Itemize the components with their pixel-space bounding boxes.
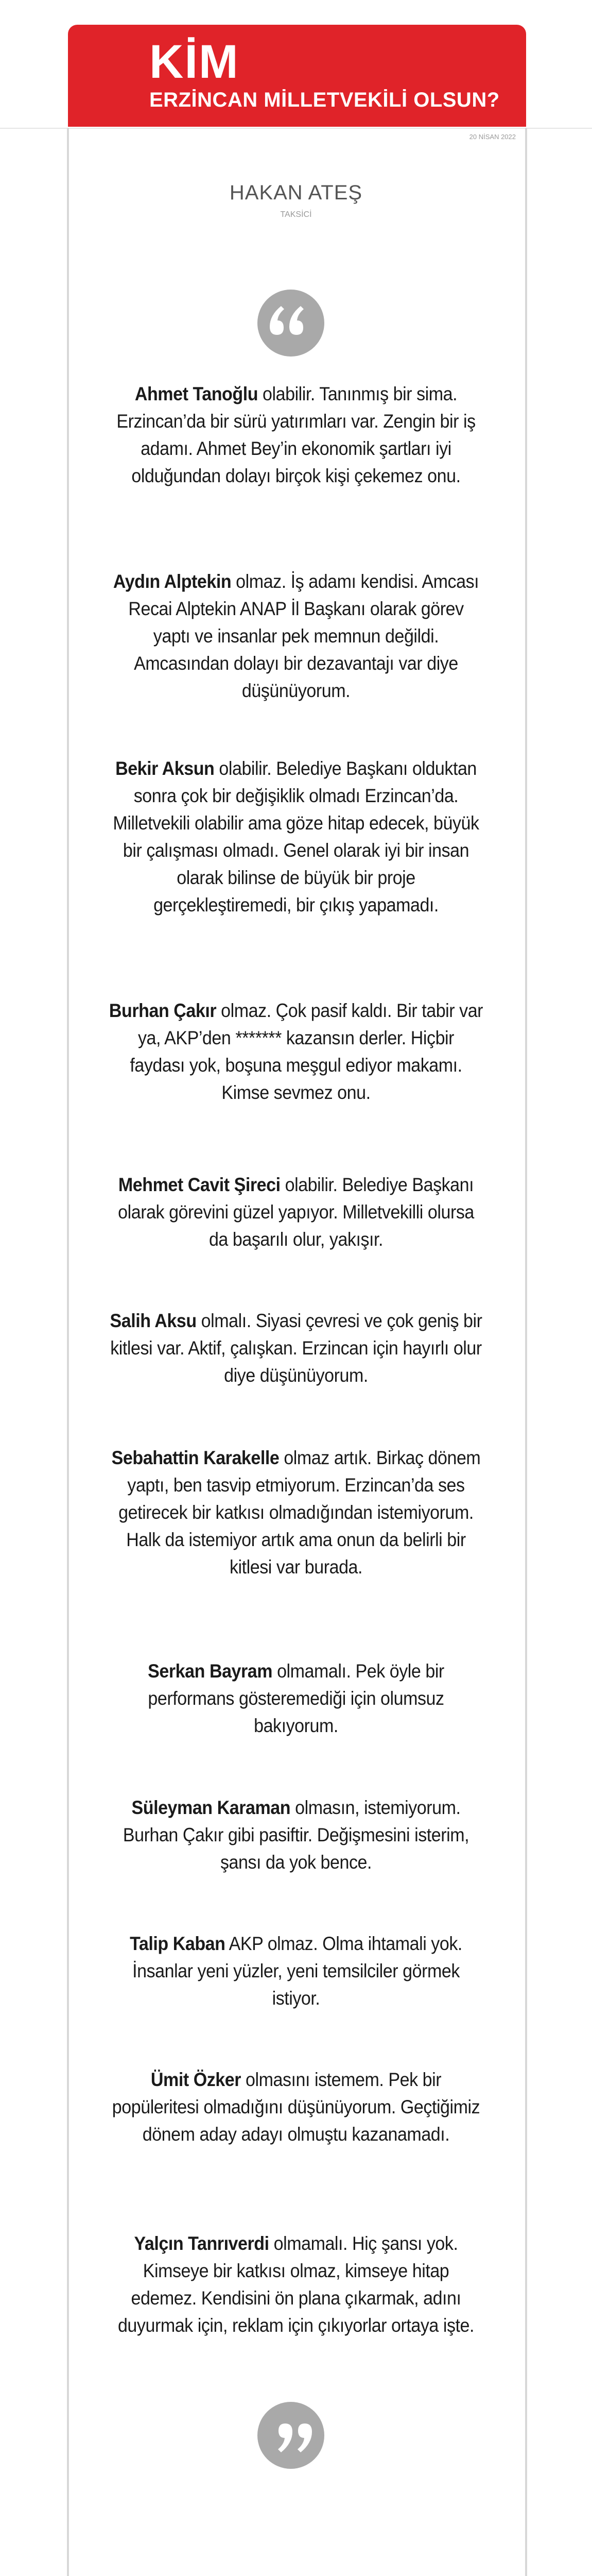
candidate-name: Bekir Aksun bbox=[115, 758, 215, 779]
opinion-text: olabilir. Tanınmış bir sima. Erzincan’da bir sürü yatırımları var. Zengin bir iş adamı. Ahmet Bey’in ekonomik şartları iyi olduğundan dolayı birçok kişi çekemez onu. bbox=[116, 383, 476, 486]
opinion-block bbox=[109, 380, 483, 489]
opinion-block bbox=[109, 997, 483, 1106]
opinion-text: olmalı. Siyasi çevresi ve çok geniş bir kitlesi var. Aktif, çalışkan. Erzincan için hayırlı olur diye düşünüyorum. bbox=[110, 1310, 482, 1386]
candidate-name: Yalçın Tanrıverdi bbox=[134, 2233, 269, 2254]
header-subtitle: ERZİNCAN MİLLETVEKİLİ OLSUN? bbox=[149, 89, 500, 111]
candidate-name: Sebahattin Karakelle bbox=[111, 1447, 280, 1468]
header-banner bbox=[68, 25, 526, 127]
candidate-name: Süleyman Karaman bbox=[131, 1797, 291, 1818]
person-role: TAKSİCİ bbox=[280, 210, 312, 219]
opinion-text: olmaz. Çok pasif kaldı. Bir tabir var ya, AKP’den ******* kazansın derler. Hiçbir faydası yok, boşuna meşgul ediyor makamı. Kimse sevmez onu. bbox=[130, 1000, 483, 1103]
candidate-name: Serkan Bayram bbox=[148, 1660, 273, 1682]
opinion-text: olabilir. Belediye Başkanı olduktan sonra çok bir değişiklik olmadı Erzincan’da. Milletvekili olabilir ama göze hitap edecek, büyük bir çalışması olmadı. Genel olarak iyi bir insan olarak bilinse de büyük bir proje gerçekleştiremedi, bir çıkış yapamadı. bbox=[113, 758, 479, 916]
opinion-text: olmamalı. Pek öyle bir performans gösteremediği için olumsuz bakıyorum. bbox=[148, 1660, 444, 1736]
opinion-text: AKP olmaz. Olma ihtamali yok. İnsanlar yeni yüzler, yeni temsilciler görmek istiyor. bbox=[132, 1933, 462, 2009]
opinion-text: olmasını istemem. Pek bir popüleritesi olmadığını düşünüyorum. Geçtiğimiz dönem aday adayı olmuştu kazanamadı. bbox=[112, 2069, 480, 2145]
opinion-text: olmasın, istemiyorum. Burhan Çakır gibi pasiftir. Değişmesini isterim, şansı da yok bence. bbox=[123, 1797, 469, 1873]
opinion-text: olmaz artık. Birkaç dönem yaptı, ben tasvip etmiyorum. Erzincan’da ses getirecek bir katkısı olmadığından istemiyorum. Halk da istemiyor artık ama onun da belirli bir kitlesi var burada. bbox=[118, 1447, 481, 1578]
opinion-block bbox=[109, 1930, 483, 2012]
opinion-block bbox=[109, 1444, 483, 1581]
candidate-name: Salih Aksu bbox=[110, 1310, 197, 1331]
opinion-text: olmamalı. Hiç şansı yok. Kimseye bir katkısı olmaz, kimseye hitap edemez. Kendisini ön plana çıkarmak, adını duyurmak için, reklam için çıkıyorlar ortaya işte. bbox=[117, 2233, 475, 2336]
opinion-block bbox=[109, 1794, 483, 1876]
opinion-block bbox=[109, 1657, 483, 1739]
close-quote-icon bbox=[257, 2402, 324, 2469]
header-divider bbox=[0, 128, 592, 129]
opinion-block bbox=[109, 1307, 483, 1389]
date-label: 20 NİSAN 2022 bbox=[469, 133, 516, 141]
candidate-name: Mehmet Cavit Şireci bbox=[118, 1174, 281, 1195]
opinion-block bbox=[109, 1171, 483, 1253]
opinion-block bbox=[109, 2230, 483, 2339]
candidate-name: Aydın Alptekin bbox=[113, 571, 232, 592]
right-border bbox=[525, 128, 527, 2576]
candidate-name: Talip Kaban bbox=[130, 1933, 225, 1954]
open-quote-icon bbox=[257, 290, 324, 357]
candidate-name: Ümit Özker bbox=[150, 2069, 241, 2090]
opinion-block bbox=[109, 755, 483, 919]
person-name: HAKAN ATEŞ bbox=[229, 181, 363, 204]
candidate-name: Burhan Çakır bbox=[109, 1000, 217, 1021]
opinion-text: olabilir. Belediye Başkanı olarak görevini güzel yapıyor. Milletvekilli olursa da başarılı olur, yakışır. bbox=[118, 1174, 474, 1250]
left-border bbox=[67, 128, 69, 2576]
opinion-text: olmaz. İş adamı kendisi. Amcası Recai Alptekin ANAP İl Başkanı olarak görev yaptı ve insanlar pek memnun değildi. Amcasından dolayı bir dezavantajı var diye düşünüyorum. bbox=[128, 571, 479, 701]
opinion-block bbox=[109, 2066, 483, 2148]
header-title: KİM bbox=[149, 36, 239, 88]
opinion-block bbox=[109, 568, 483, 704]
candidate-name: Ahmet Tanoğlu bbox=[134, 383, 258, 404]
